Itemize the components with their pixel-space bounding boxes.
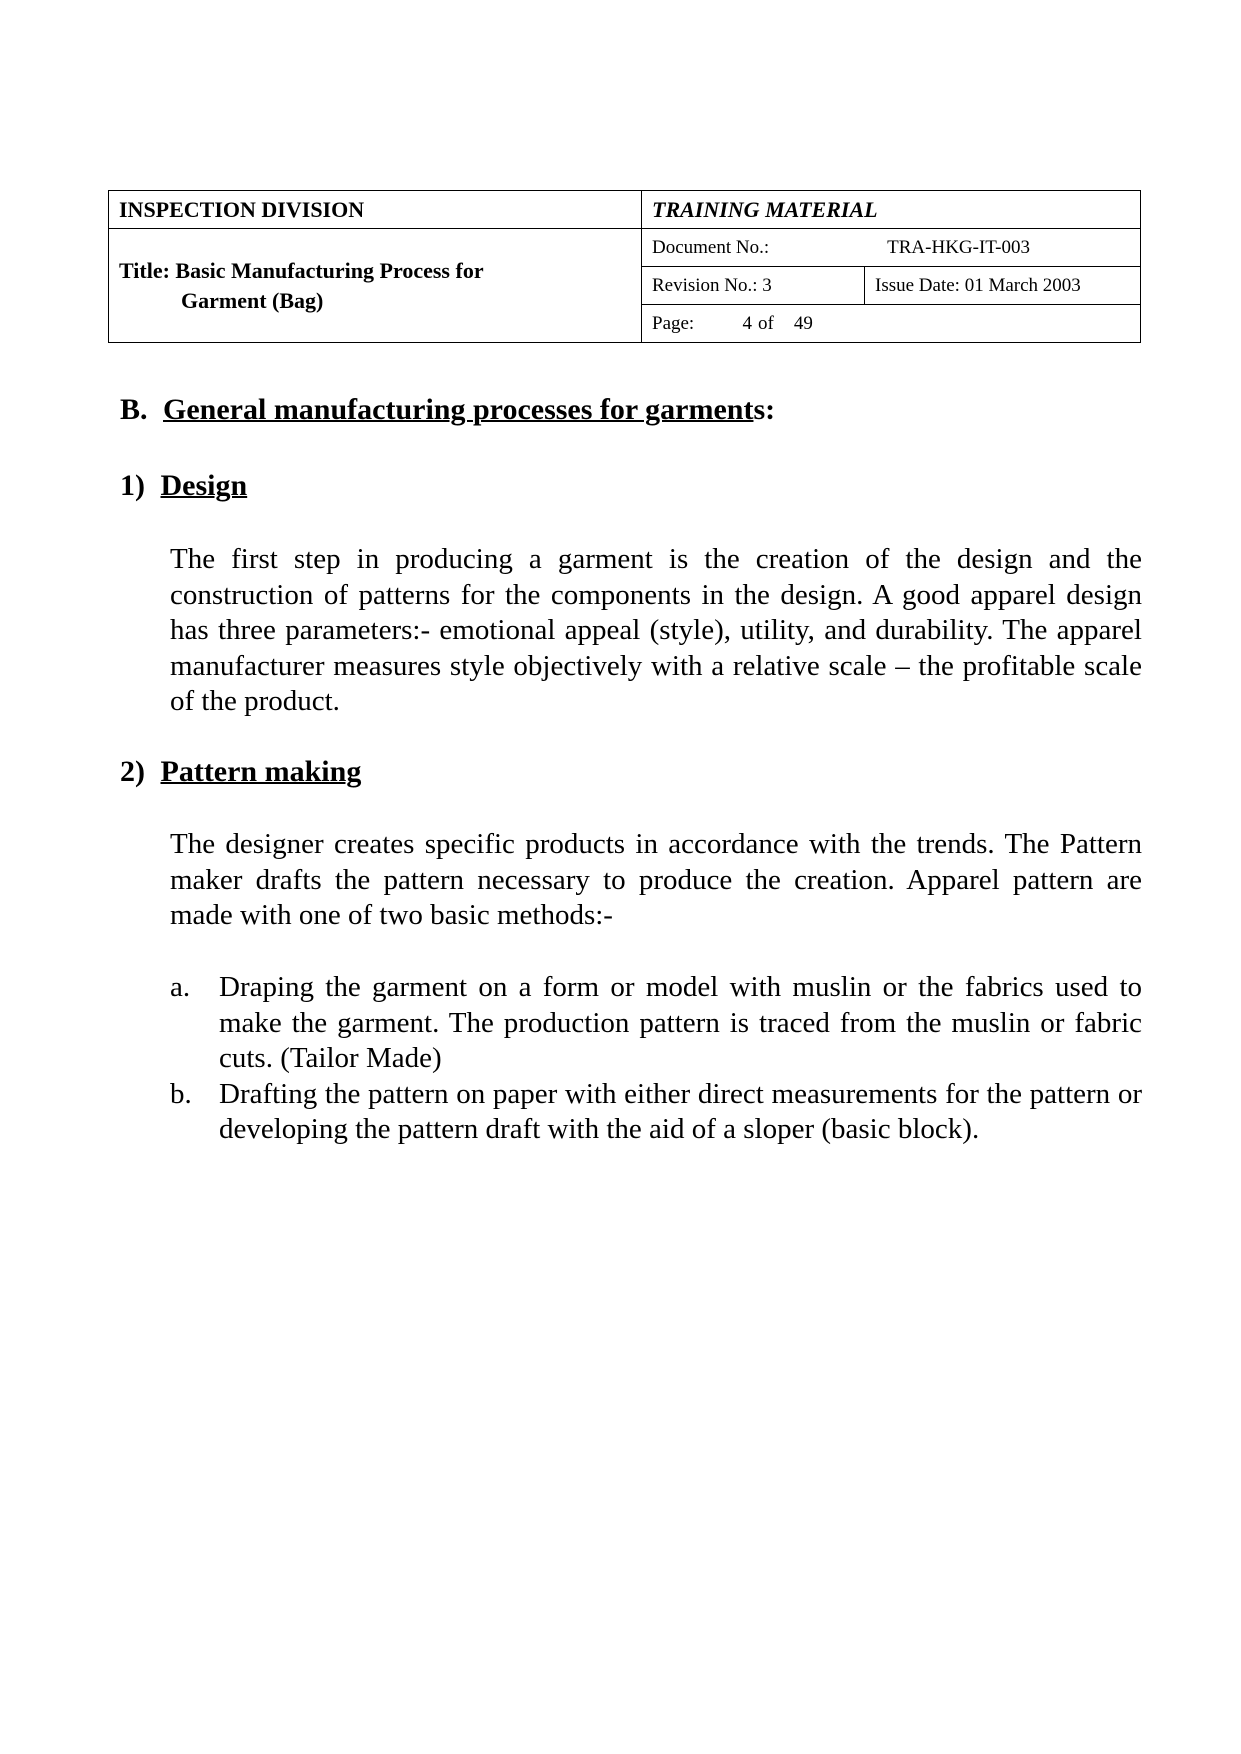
pattern-making-paragraph: The designer creates specific products in accordance with the trends. The Pattern maker drafts the pattern necessary to produce the creation. Apparel pattern are made with one of two basic methods:-: [170, 828, 1142, 931]
section-b-heading: [120, 392, 775, 428]
list-item-marker: b.: [170, 1077, 192, 1110]
section-b-title: General manufacturing processes for garment: [163, 393, 754, 426]
pattern-making-title: Pattern making: [160, 755, 362, 788]
document-no-label: Document No.:: [652, 236, 770, 258]
list-item: [170, 970, 1142, 1077]
document-title-line1: Title: Basic Manufacturing Process for: [119, 257, 484, 283]
design-paragraph: The first step in producing a garment is the creation of the design and the construction of patterns for the components in the design. A good apparel design has three parameters:- emotional appeal (style), utility, and durability. The apparel manufacturer measures style objectively with a relative scale – the profitable scale of the product.: [170, 543, 1142, 717]
page-total: 49: [793, 312, 813, 334]
document-no-cell: [642, 229, 1141, 267]
document-title-cell: [109, 229, 642, 343]
document-title-line2: Garment (Bag): [181, 287, 324, 313]
list-item-text: Drafting the pattern on paper with either direct measurements for the pattern or developing the pattern draft with the aid of a sloper (basic block).: [219, 1077, 1142, 1145]
design-title: Design: [160, 469, 248, 502]
list-item: [170, 1077, 1142, 1148]
design-heading: [120, 468, 247, 504]
list-item-marker: a.: [170, 971, 191, 1003]
section-b-number: B.: [120, 393, 148, 426]
issue-date-cell: [865, 267, 1141, 305]
issue-date: Issue Date: 01 March 2003: [875, 274, 1081, 296]
design-number: 1): [120, 469, 145, 502]
page-label: Page:: [652, 312, 695, 334]
material-cell: [642, 191, 1141, 229]
revision-cell: [642, 267, 865, 305]
division-cell: [109, 191, 642, 229]
list-item-text: Draping the garment on a form or model with muslin or the fabrics used to make the garment. The production pattern is traced from the muslin or fabric cuts. (Tailor Made): [219, 971, 1142, 1074]
page-of: of: [758, 312, 774, 334]
division-label: INSPECTION DIVISION: [119, 196, 365, 222]
page-current: 4: [742, 312, 752, 334]
pattern-making-number: 2): [120, 755, 145, 788]
section-b-title-tail: s:: [753, 393, 776, 426]
pattern-methods-list: [170, 970, 1142, 1148]
pattern-making-heading: [120, 754, 361, 790]
document-header-table: [108, 190, 1141, 343]
material-label: TRAINING MATERIAL: [652, 196, 878, 222]
document-no-value: TRA-HKG-IT-003: [887, 236, 1030, 258]
page-cell: [642, 305, 1141, 343]
revision-no: Revision No.: 3: [652, 274, 772, 296]
